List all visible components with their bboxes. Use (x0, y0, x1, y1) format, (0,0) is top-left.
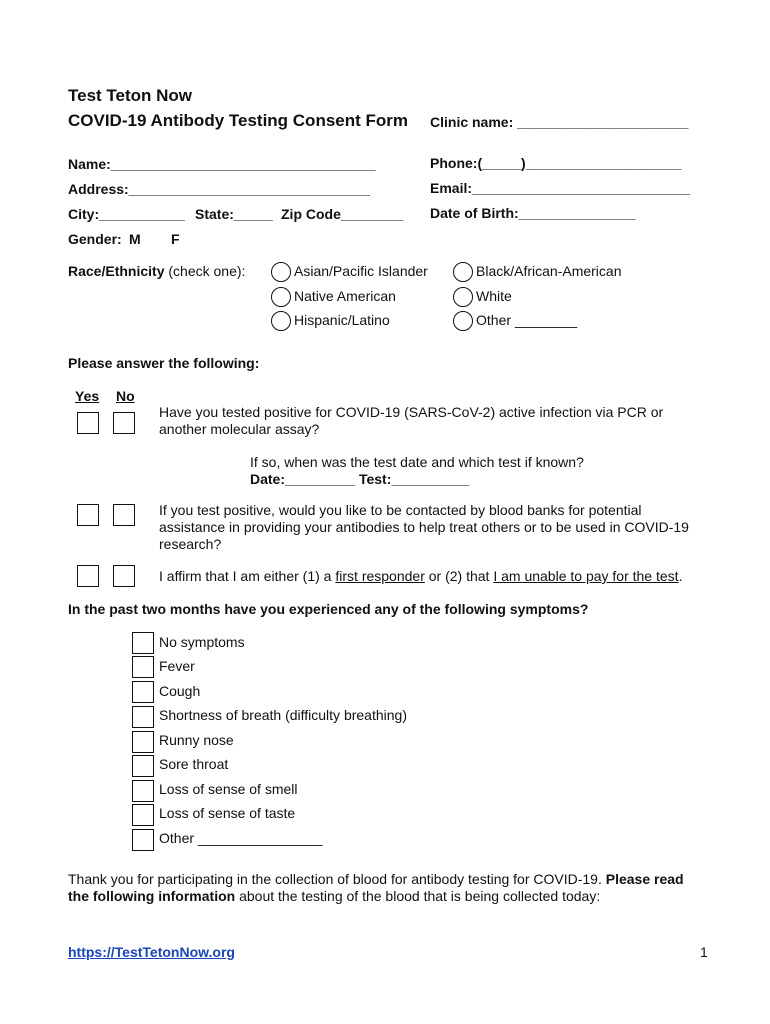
q3-text-a: I affirm that I am either (1) a (159, 568, 336, 584)
q3-first-responder: first responder (335, 568, 425, 584)
symptom-label-smell: Loss of sense of smell (159, 781, 298, 797)
symptom-checkbox-none[interactable] (132, 632, 154, 654)
symptom-checkbox-taste[interactable] (132, 804, 154, 826)
clinic-name-field[interactable]: Clinic name: ______________________ (430, 114, 689, 130)
zip-field[interactable]: Zip Code________ (281, 206, 404, 222)
q2-text: If you test positive, would you like to be contacted by blood banks for potential assistance in providing your antibodies to help treat others or to be used in COVID-19 research? (159, 502, 689, 552)
dob-field[interactable]: Date of Birth:_______________ (430, 205, 636, 221)
email-field[interactable]: Email:____________________________ (430, 180, 691, 196)
symptom-label-other: Other ________________ (159, 830, 323, 846)
q3-text-c: or (2) that (424, 568, 494, 584)
gender-option-f[interactable]: F (171, 231, 180, 247)
symptom-label-fever: Fever (159, 658, 195, 674)
symptom-label-sore-throat: Sore throat (159, 756, 229, 772)
symptom-label-cough: Cough (159, 683, 201, 699)
closing-paragraph (68, 871, 708, 905)
name-field[interactable]: Name:__________________________________ (68, 156, 376, 172)
q3-text (159, 568, 682, 584)
race-option-white: White (476, 288, 512, 304)
website-link[interactable]: https://TestTetonNow.org (68, 944, 235, 960)
gender-label: Gender: (68, 231, 122, 247)
race-option-other: Other ________ (476, 312, 578, 328)
no-column-header: No (116, 388, 135, 404)
q2-no-checkbox[interactable] (113, 504, 135, 526)
symptom-checkbox-other[interactable] (132, 829, 154, 851)
q1-yes-checkbox[interactable] (77, 412, 99, 434)
symptom-checkbox-cough[interactable] (132, 681, 154, 703)
symptom-checkbox-fever[interactable] (132, 656, 154, 678)
race-radio-white[interactable] (453, 287, 473, 307)
q3-yes-checkbox[interactable] (77, 565, 99, 587)
symptom-checkbox-sore-throat[interactable] (132, 755, 154, 777)
questions-intro: Please answer the following: (68, 355, 260, 371)
gender-option-m[interactable]: M (129, 231, 141, 247)
closing-text-a: Thank you for participating in the collection of blood for antibody testing for COVID-19. (68, 871, 606, 887)
city-field[interactable]: City:___________ (68, 206, 185, 222)
symptom-checkbox-smell[interactable] (132, 780, 154, 802)
race-option-asian: Asian/Pacific Islander (294, 263, 428, 279)
race-radio-black[interactable] (453, 262, 473, 282)
race-option-hispanic: Hispanic/Latino (294, 312, 390, 328)
org-title: Test Teton Now (68, 86, 193, 105)
race-label-text: Race/Ethnicity (68, 263, 165, 279)
race-radio-other[interactable] (453, 311, 473, 331)
symptom-checkbox-breath[interactable] (132, 706, 154, 728)
race-label (68, 263, 245, 279)
symptom-label-none: No symptoms (159, 634, 245, 650)
race-radio-asian[interactable] (271, 262, 291, 282)
form-title: COVID-19 Antibody Testing Consent Form (68, 111, 409, 130)
yes-column-header: Yes (75, 388, 100, 404)
race-hint: (check one): (168, 263, 246, 279)
symptom-label-runny-nose: Runny nose (159, 732, 234, 748)
q1-follow-up: If so, when was the test date and which test if known? (250, 454, 584, 470)
q1-text: Have you tested positive for COVID-19 (SARS-CoV-2) active infection via PCR or another molecular assay? (159, 404, 664, 437)
page-number: 1 (700, 944, 708, 960)
symptom-label-breath: Shortness of breath (difficulty breathing) (159, 707, 407, 723)
symptoms-heading: In the past two months have you experienced any of the following symptoms? (68, 601, 589, 617)
q1-date-test-field[interactable]: Date:_________ Test:__________ (250, 471, 470, 487)
closing-text-b: Please read the following information (68, 871, 684, 904)
address-field[interactable]: Address:_______________________________ (68, 181, 371, 197)
closing-text-c: about the testing of the blood that is being collected today: (235, 888, 601, 904)
q1-no-checkbox[interactable] (113, 412, 135, 434)
q3-no-checkbox[interactable] (113, 565, 135, 587)
race-radio-native[interactable] (271, 287, 291, 307)
symptom-checkbox-runny-nose[interactable] (132, 731, 154, 753)
q3-unable-to-pay: I am unable to pay for the test (493, 568, 679, 584)
race-option-native: Native American (294, 288, 396, 304)
race-radio-hispanic[interactable] (271, 311, 291, 331)
state-field[interactable]: State:_____ (195, 206, 273, 222)
q2-yes-checkbox[interactable] (77, 504, 99, 526)
q3-text-e: . (678, 568, 683, 584)
phone-field[interactable]: Phone:(_____)____________________ (430, 155, 682, 171)
race-option-black: Black/African-American (476, 263, 622, 279)
symptom-label-taste: Loss of sense of taste (159, 805, 296, 821)
